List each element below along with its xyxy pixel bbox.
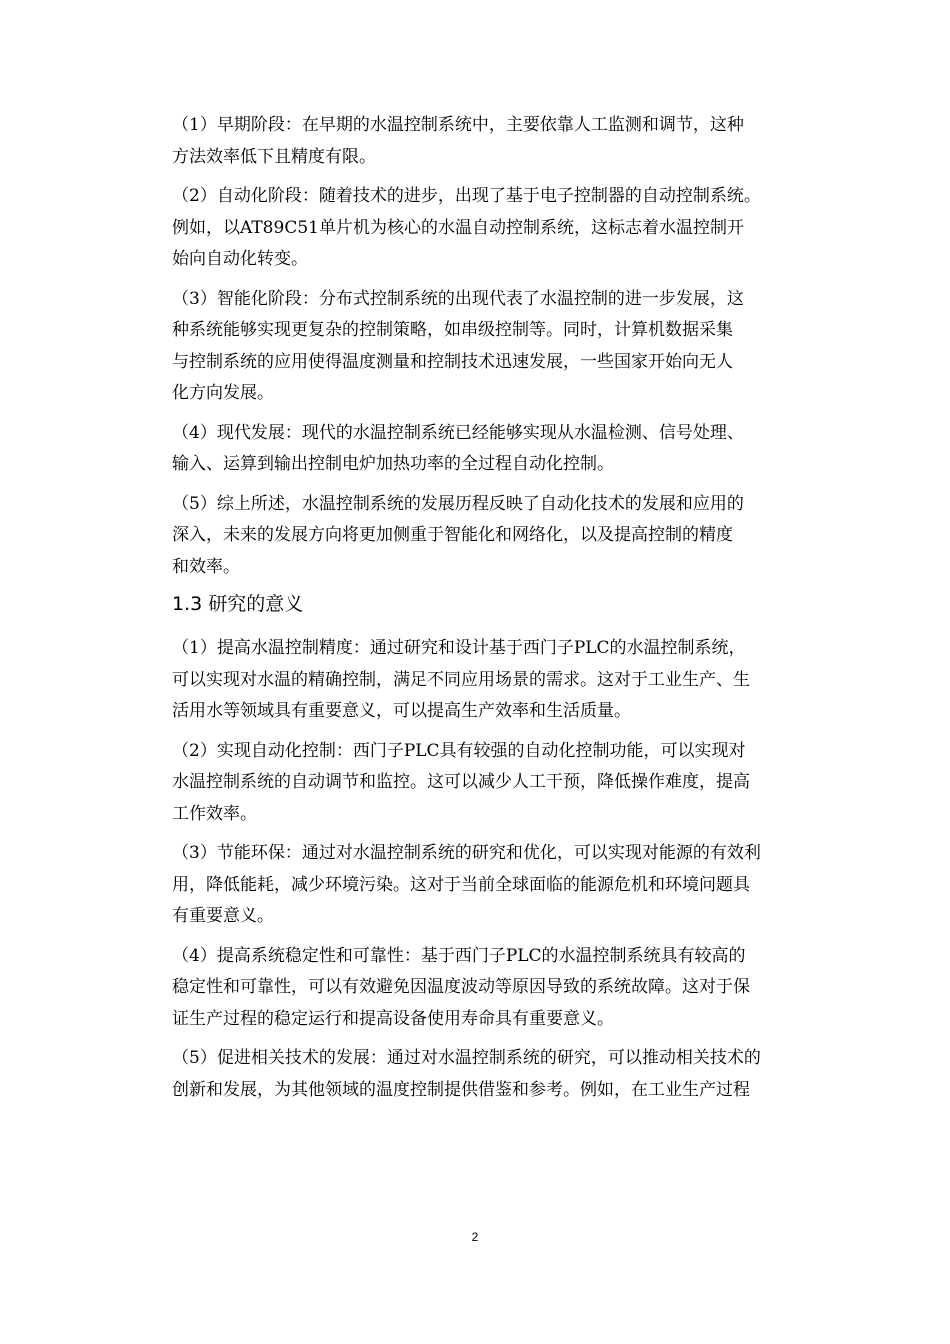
paragraph-energy-saving: （3）节能环保：通过对水温控制系统的研究和优化，可以实现对能源的有效利 用，降低能耗，减少环境污染。这对于当前全球面临的能源危机和环境问题具 有重要意义。 xyxy=(172,843,761,926)
paragraph-automation-stage: （2）自动化阶段：随着技术的进步，出现了基于电子控制器的自动控制系统。 例如，以AT89C51单片机为核心的水温自动控制系统，这标志着水温控制开 始向自动化转变。 xyxy=(172,186,761,269)
paragraph-intelligent-stage: （3）智能化阶段：分布式控制系统的出现代表了水温控制的进一步发展，这 种系统能够实现更复杂的控制策略，如串级控制等。同时，计算机数据采集 与控制系统的应用使得温度测量和控制技术迅速发展，一些国家开始向无人 化方向发展。 xyxy=(172,288,744,403)
section-heading: 1.3 研究的意义 xyxy=(172,593,304,615)
paragraph-automation-control: （2）实现自动化控制：西门子PLC具有较强的自动化控制功能，可以实现对 水温控制系统的自动调节和监控。这可以减少人工干预，降低操作难度，提高 工作效率。 xyxy=(172,740,750,824)
page-number: 2 xyxy=(471,1230,479,1244)
paragraph-stability: （4）提高系统稳定性和可靠性：基于西门子PLC的水温控制系统具有较高的 稳定性和可靠性，可以有效避免因温度波动等原因导致的系统故障。这对于保 证生产过程的稳定运行和提高设备使用寿命具有重要意义。 xyxy=(172,945,750,1029)
page-content xyxy=(172,110,842,1114)
paragraph-early-stage: （1）早期阶段：在早期的水温控制系统中，主要依靠人工监测和调节，这种 方法效率低下且精度有限。 xyxy=(172,115,744,167)
paragraph-summary: （5）综上所述，水温控制系统的发展历程反映了自动化技术的发展和应用的 深入，未来的发展方向将更加侧重于智能化和网络化，以及提高控制的精度 和效率。 xyxy=(172,493,744,577)
paragraph-modern-development: （4）现代发展：现代的水温控制系统已经能够实现从水温检测、信号处理、 输入、运算到输出控制电炉加热功率的全过程自动化控制。 xyxy=(172,422,744,474)
paragraph-technology-development: （5）促进相关技术的发展：通过对水温控制系统的研究，可以推动相关技术的 创新和发展，为其他领域的温度控制提供借鉴和参考。例如，在工业生产过程 xyxy=(172,1048,761,1100)
paragraph-precision: （1）提高水温控制精度：通过研究和设计基于西门子PLC的水温控制系统， 可以实现对水温的精确控制，满足不同应用场景的需求。这对于工业生产、生 活用水等领域具有重要意义，可以提高生产效率和生活质量。 xyxy=(172,638,750,721)
